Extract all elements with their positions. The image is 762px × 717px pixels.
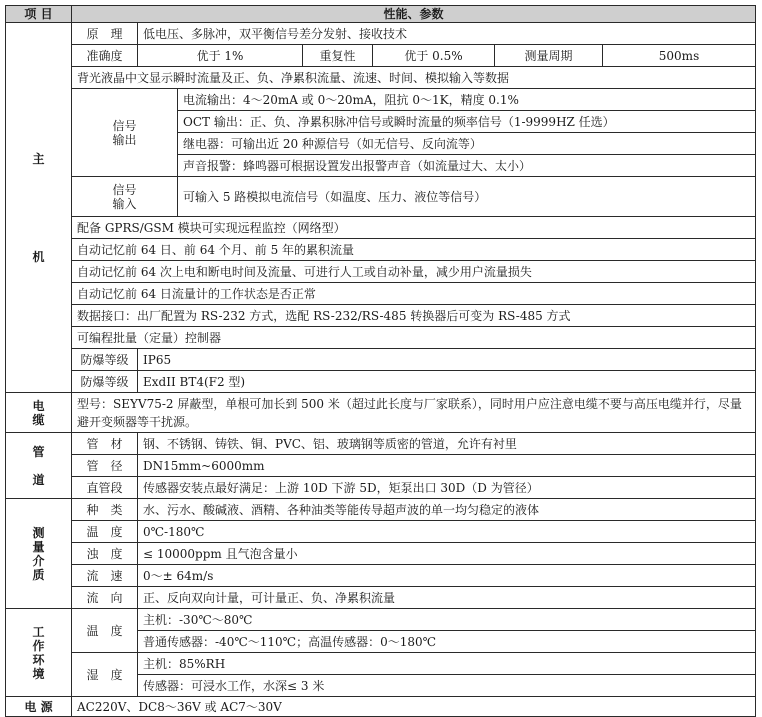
pipe-material-value: 钢、不锈钢、铸铁、铜、PVC、铝、玻璃钢等质密的管道，允许有衬里 — [138, 433, 756, 455]
pipe-material-label: 管 材 — [72, 433, 138, 455]
env-humidity-host: 主机：85%RH — [138, 653, 756, 675]
env-humidity-label: 湿 度 — [72, 653, 138, 697]
display-row — [6, 67, 756, 89]
medium-velocity-label: 流 速 — [72, 565, 138, 587]
pipe-row — [6, 477, 756, 499]
accuracy-label: 准确度 — [72, 45, 138, 67]
main-section-label: 主 机 — [6, 23, 72, 393]
repeatability-value: 优于 0.5% — [373, 45, 495, 67]
period-label: 测量周期 — [495, 45, 603, 67]
period-value: 500ms — [603, 45, 756, 67]
environment-section-label: 工 作 环 境 — [6, 609, 72, 697]
signal-output-label: 信号 输出 — [72, 89, 178, 177]
feature-row — [6, 327, 756, 349]
env-temp-host: 主机：-30℃～80℃ — [138, 609, 756, 631]
repeatability-label: 重复性 — [303, 45, 373, 67]
feature-data-interface: 数据接口：出厂配置为 RS-232 方式，选配 RS-232/RS-485 转换器后可变为 RS-485 方式 — [72, 305, 756, 327]
feature-memory-accum: 自动记忆前 64 日、前 64 个月、前 5 年的累积流量 — [72, 239, 756, 261]
display-value: 背光液晶中文显示瞬时流量及正、负、净累积流量、流速、时间、模拟输入等数据 — [72, 67, 756, 89]
signal-output-alarm: 声音报警：蜂鸣器可根据设置发出报警声音（如流量过大、太小） — [178, 155, 756, 177]
feature-batch-control: 可编程批量（定量）控制器 — [72, 327, 756, 349]
explosion-label: 防爆等级 — [72, 371, 138, 393]
pipe-row — [6, 455, 756, 477]
env-temp-sensor: 普通传感器：-40℃～110℃；高温传感器：0～180℃ — [138, 631, 756, 653]
pipe-row — [6, 433, 756, 455]
feature-memory-status: 自动记忆前 64 日流量计的工作状态是否正常 — [72, 283, 756, 305]
explosion-value: ExdII BT4(F2 型) — [138, 371, 756, 393]
pipe-section-label: 管 道 — [6, 433, 72, 499]
feature-memory-power: 自动记忆前 64 次上电和断电时间及流量、可进行人工或自动补量，减少用户流量损失 — [72, 261, 756, 283]
cable-section-label: 电 缆 — [6, 393, 72, 433]
feature-row — [6, 261, 756, 283]
signal-output-relay: 继电器：可输出近 20 种源信号（如无信号、反向流等） — [178, 133, 756, 155]
feature-gprs: 配备 GPRS/GSM 模块可实现远程监控（网络型） — [72, 217, 756, 239]
feature-row — [6, 305, 756, 327]
feature-row — [6, 217, 756, 239]
header-item: 项 目 — [6, 6, 72, 23]
medium-row — [6, 499, 756, 521]
medium-direction-value: 正、反向双向计量，可计量正、负、净累积流量 — [138, 587, 756, 609]
environment-row — [6, 653, 756, 675]
medium-turbidity-value: ≤ 10000ppm 且气泡含量小 — [138, 543, 756, 565]
medium-row — [6, 565, 756, 587]
explosion-label: 防爆等级 — [72, 349, 138, 371]
medium-row — [6, 543, 756, 565]
pipe-diameter-label: 管 径 — [72, 455, 138, 477]
signal-input-label: 信号 输入 — [72, 177, 178, 217]
accuracy-row — [6, 45, 756, 67]
medium-turbidity-label: 浊 度 — [72, 543, 138, 565]
table-header-row — [6, 6, 756, 23]
accuracy-value: 优于 1% — [138, 45, 303, 67]
signal-output-current: 电流输出：4～20mA 或 0～20mA，阻抗 0～1K，精度 0.1% — [178, 89, 756, 111]
cable-row — [6, 393, 756, 433]
medium-type-label: 种 类 — [72, 499, 138, 521]
environment-row — [6, 609, 756, 631]
principle-label: 原 理 — [72, 23, 138, 45]
signal-input-value: 可输入 5 路模拟电流信号（如温度、压力、液位等信号） — [178, 177, 756, 217]
power-section-label: 电 源 — [6, 697, 72, 717]
medium-temp-label: 温 度 — [72, 521, 138, 543]
medium-velocity-value: 0～± 64m/s — [138, 565, 756, 587]
medium-direction-label: 流 向 — [72, 587, 138, 609]
pipe-straight-value: 传感器安装点最好满足：上游 10D 下游 5D，矩泵出口 30D（D 为管径） — [138, 477, 756, 499]
env-temperature-label: 温 度 — [72, 609, 138, 653]
feature-row — [6, 239, 756, 261]
explosion-row-2 — [6, 371, 756, 393]
header-performance: 性能、参数 — [72, 6, 756, 23]
power-value: AC220V、DC8～36V 或 AC7～30V — [72, 697, 756, 717]
power-row — [6, 697, 756, 717]
principle-value: 低电压、多脉冲，双平衡信号差分发射、接收技术 — [138, 23, 756, 45]
medium-type-value: 水、污水、酸碱液、酒精、各种油类等能传导超声波的单一均匀稳定的液体 — [138, 499, 756, 521]
explosion-row-1 — [6, 349, 756, 371]
medium-row — [6, 587, 756, 609]
pipe-diameter-value: DN15mm~6000mm — [138, 455, 756, 477]
spec-table — [5, 5, 756, 717]
principle-row — [6, 23, 756, 45]
pipe-straight-label: 直管段 — [72, 477, 138, 499]
medium-row — [6, 521, 756, 543]
signal-output-oct: OCT 输出：正、负、净累积脉冲信号或瞬时流量的频率信号（1-9999HZ 任选） — [178, 111, 756, 133]
cable-value: 型号：SEYV75-2 屏蔽型，单根可加长到 500 米（超过此长度与厂家联系），同时用户应注意电缆不要与高压电缆并行，尽量避开变频器等干扰源。 — [72, 393, 756, 433]
feature-row — [6, 283, 756, 305]
signal-output-row-1 — [6, 89, 756, 111]
medium-section-label: 测 量 介 质 — [6, 499, 72, 609]
env-humidity-sensor: 传感器：可浸水工作，水深≤ 3 米 — [138, 675, 756, 697]
medium-temp-value: 0℃-180℃ — [138, 521, 756, 543]
explosion-value: IP65 — [138, 349, 756, 371]
signal-input-row — [6, 177, 756, 217]
